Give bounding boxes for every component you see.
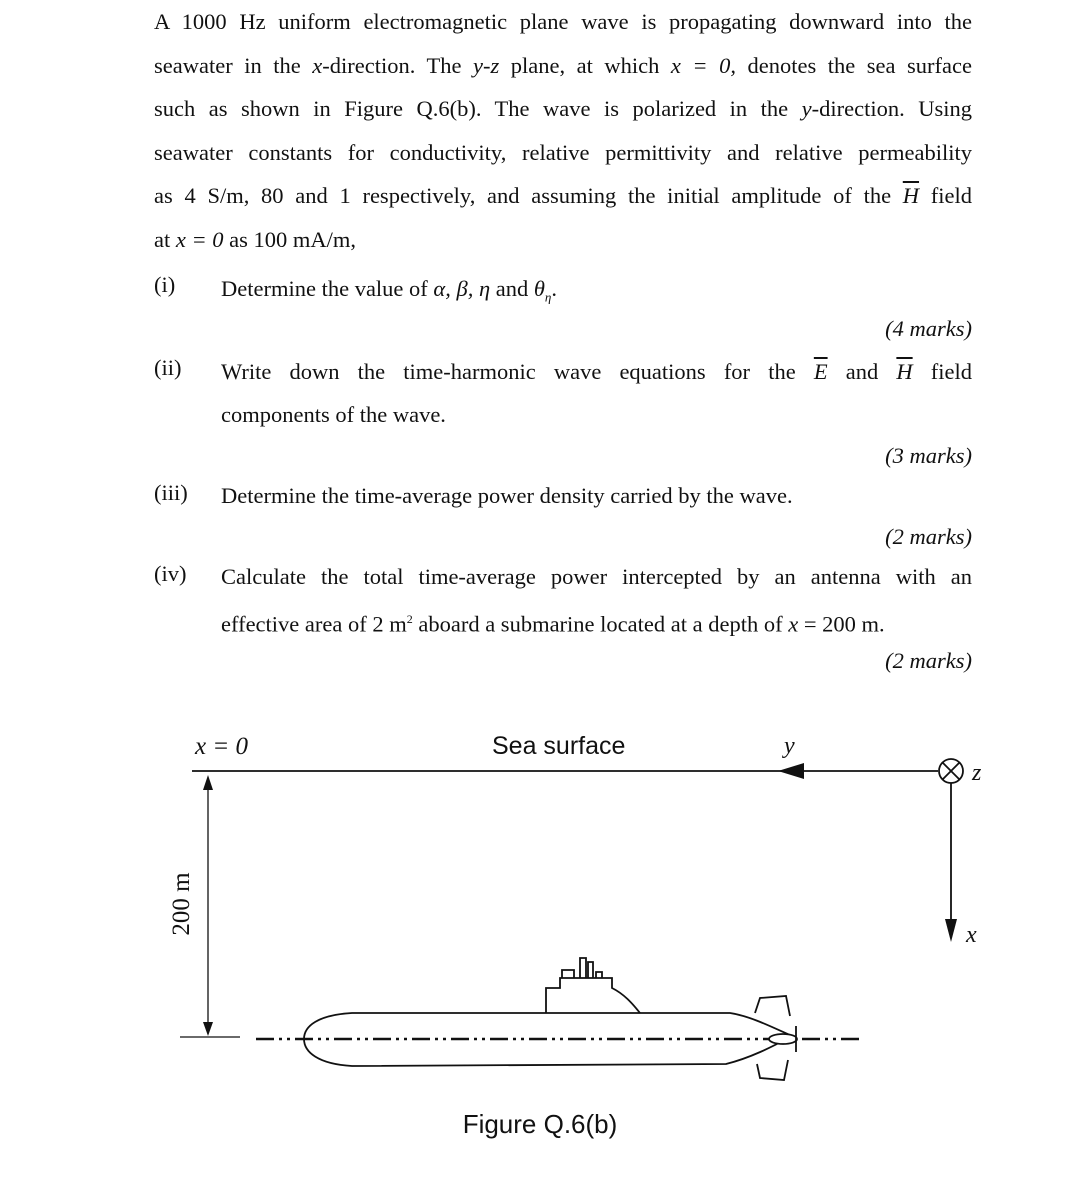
- marks-label: (2 marks): [885, 524, 972, 549]
- intro-line-3: such as shown in Figure Q.6(b). The wave is polarized in the y-direction. Using: [154, 96, 973, 122]
- z-axis-label: z: [972, 760, 982, 786]
- part-number: (i): [154, 272, 176, 297]
- figure-caption: Figure Q.6(b): [462, 1109, 618, 1139]
- x-axis-label: x: [966, 922, 977, 948]
- z-axis-into-page-icon: [939, 759, 963, 783]
- depth-label: 200 m: [168, 872, 195, 936]
- x-zero-label: x = 0: [195, 733, 248, 760]
- part-text: Determine the time-average power density carried by the wave.: [221, 483, 793, 508]
- part-number: (ii): [154, 355, 182, 380]
- intro-line-6: at x = 0 as 100 mA/m,: [154, 226, 357, 252]
- x-axis-arrowhead: [945, 919, 957, 942]
- part-text: Write down the time-harmonic wave equations for the $\overline{E}$ and $\overline{H}$ field components of the wave.: [221, 359, 973, 427]
- intro-line-1: A 1000 Hz uniform electromagnetic plane wave is propagating downward into the: [154, 9, 972, 34]
- part-number: (iii): [154, 480, 188, 505]
- intro-line-2: seawater in the x-direction. The y-z plane, at which x = 0, denotes the sea surface: [154, 52, 972, 78]
- y-axis-label: y: [784, 733, 795, 759]
- submarine-drawing: [304, 958, 797, 1080]
- part-text: Determine the value of α, β, η and $\theta_\eta$.: [221, 276, 557, 305]
- sea-surface-label: Sea surface: [492, 732, 626, 760]
- depth-arrow-top: [203, 775, 213, 790]
- marks-label: (2 marks): [885, 648, 972, 673]
- part-text: Calculate the total time-average power intercepted by an antenna with an effective area of 2 $m^2$ aboard a submarine located at a depth of x = 200 m.: [221, 564, 972, 637]
- depth-arrow-bottom: [203, 1022, 213, 1036]
- intro-line-5: as 4 S/m, 80 and 1 respectively, and assuming the initial amplitude of the $\overline{H}$ field: [154, 183, 972, 209]
- y-axis-arrowhead: [778, 763, 804, 779]
- marks-label: (4 marks): [885, 316, 972, 341]
- intro-line-4: seawater constants for conductivity, relative permittivity and relative permeability: [154, 139, 972, 165]
- part-number: (iv): [154, 561, 187, 586]
- marks-label: (3 marks): [885, 443, 972, 468]
